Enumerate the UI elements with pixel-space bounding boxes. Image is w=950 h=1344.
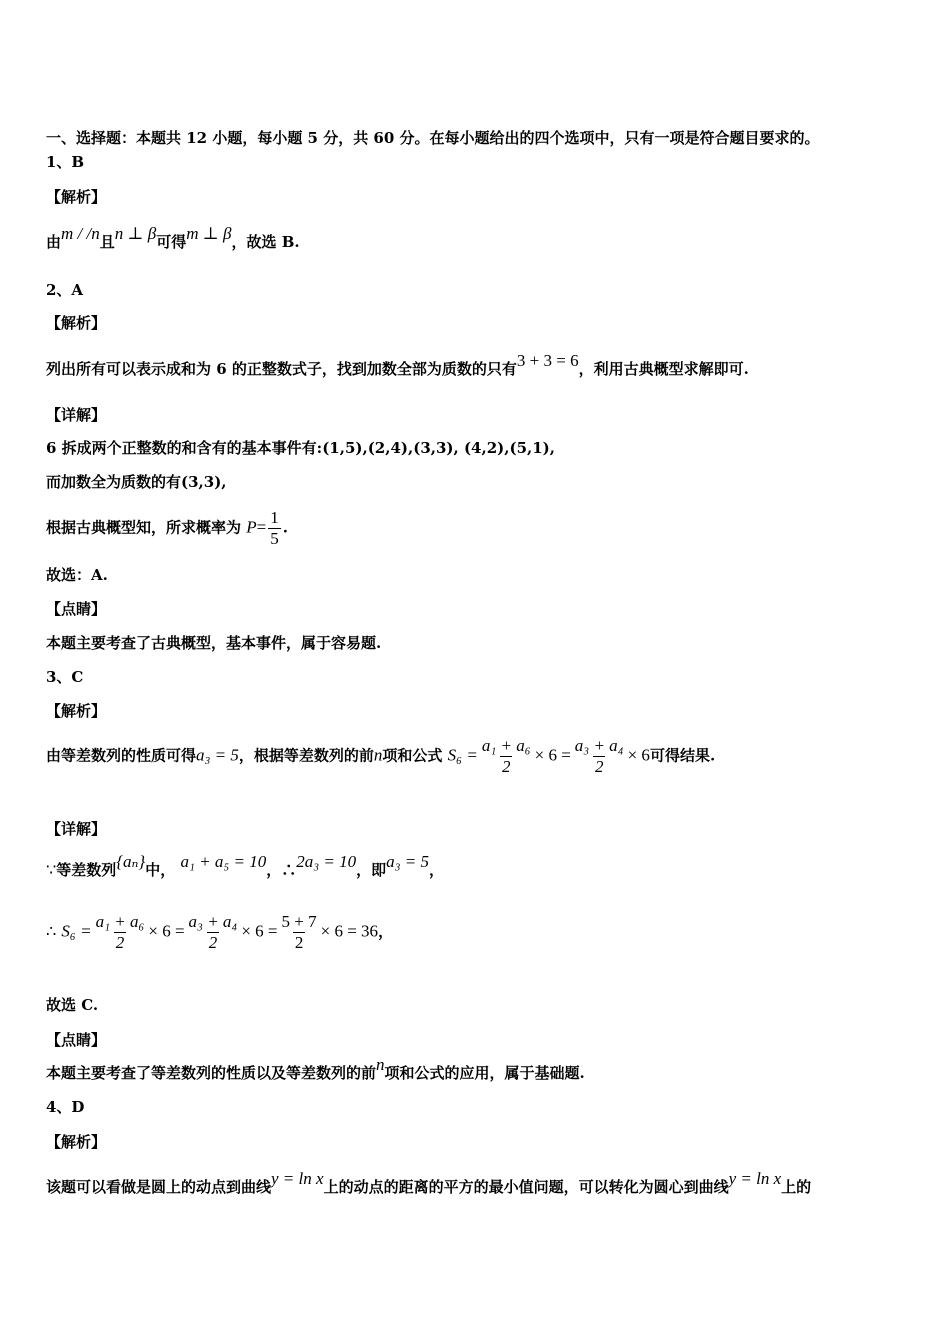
fraction-5-7: $\frac{5 + 7}{2}$ xyxy=(281,912,317,952)
q1-analysis-tag: 【解析】 xyxy=(46,188,107,206)
q2-analysis-tag: 【解析】 xyxy=(46,314,107,332)
fraction-a1-a6-detail: $\frac{\text{a₁ + a₆}}{2}$ xyxy=(95,912,145,952)
section-header: 一、选择题：本题共 12 小题，每小题 5 分，共 60 分。在每小题给出的四个选项中，只有一项是符合题目要求的。 xyxy=(46,129,820,147)
fraction-a1-a6: $\frac{\text{a₁ + a₆}}{2}$ xyxy=(481,736,531,776)
q3-answer: 3、C xyxy=(46,668,84,686)
q4-answer: 4、D xyxy=(46,1098,85,1116)
q4-analysis-text: 该题可以看做是圆上的动点到曲线y = ln x上的动点的距离的平方的最小值问题，可以转化为圆心到曲线y = ln x上的 xyxy=(46,1169,812,1196)
q1-analysis-text: 由m / /n且n ⊥ β可得m ⊥ β，故选 B. xyxy=(46,224,300,251)
q2-detail-tag: 【详解】 xyxy=(46,406,107,424)
math-n-perp-beta: n ⊥ β xyxy=(114,224,157,243)
q3-detail-line-1: ∵等差数列{aₙ}中， a₁ + a₅ = 10，∴2a₃ = 10，即a₃ = 5， xyxy=(46,852,445,879)
q2-answer: 2、A xyxy=(46,281,84,299)
q2-comment-text: 本题主要考查了古典概型，基本事件，属于容易题. xyxy=(46,634,382,652)
math-y-ln-x: y = ln x xyxy=(271,1169,324,1188)
q2-detail-line-3: 根据古典概型知，所求概率为 P= $\frac{1}{5}$ . xyxy=(46,508,288,548)
q2-analysis-text: 列出所有可以表示成和为 6 的正整数式子，找到加数全部为质数的只有3 + 3 = 6，利用古典概型求解即可. xyxy=(46,351,749,378)
q1-answer: 1、B xyxy=(46,153,85,171)
q3-detail-line-2: ∴ S₆ = $\frac{\text{a₁ + a₆}}{2}$ × 6 = $\frac{\text{a₃ + a₄}}{2}$ × 6 = $\frac{5 + 7}{2}$ × 6 = 36， xyxy=(46,912,394,952)
q3-choose: 故选 C. xyxy=(46,996,99,1014)
q3-comment-tag: 【点睛】 xyxy=(46,1031,107,1049)
fraction-a3-a4-detail: $\frac{\text{a₃ + a₄}}{2}$ xyxy=(188,912,238,952)
q3-comment-text: 本题主要考查了等差数列的性质以及等差数列的前n项和公式的应用，属于基础题. xyxy=(46,1055,585,1082)
fraction-one-fifth: $\frac{1}{5}$ xyxy=(270,508,279,548)
math-m-perp-beta: m ⊥ β xyxy=(186,224,232,243)
math-3-plus-3: 3 + 3 = 6 xyxy=(516,351,579,370)
fraction-a3-a4: $\frac{\text{a₃ + a₄}}{2}$ xyxy=(574,736,624,776)
q2-detail-line-2: 而加数全为质数的有(3,3), xyxy=(46,473,227,491)
q3-detail-tag: 【详解】 xyxy=(46,820,107,838)
math-m-parallel-n: m / /n xyxy=(61,224,100,243)
q2-detail-line-1: 6 拆成两个正整数的和含有的基本事件有:(1,5),(2,4),(3,3), (4,2),(5,1), xyxy=(46,439,555,457)
q3-analysis-tag: 【解析】 xyxy=(46,702,107,720)
q4-analysis-tag: 【解析】 xyxy=(46,1133,107,1151)
q2-comment-tag: 【点睛】 xyxy=(46,600,107,618)
q3-analysis-text: 由等差数列的性质可得a₃ = 5，根据等差数列的前n项和公式 S₆ = $\frac{\text{a₁ + a₆}}{2}$ × 6 = $\frac{\text{a₃ + a₄}}{2}$ × 6可得结果. xyxy=(46,736,716,776)
math-y-ln-x-2: y = ln x xyxy=(728,1169,782,1188)
q2-choose: 故选：A. xyxy=(46,566,108,584)
